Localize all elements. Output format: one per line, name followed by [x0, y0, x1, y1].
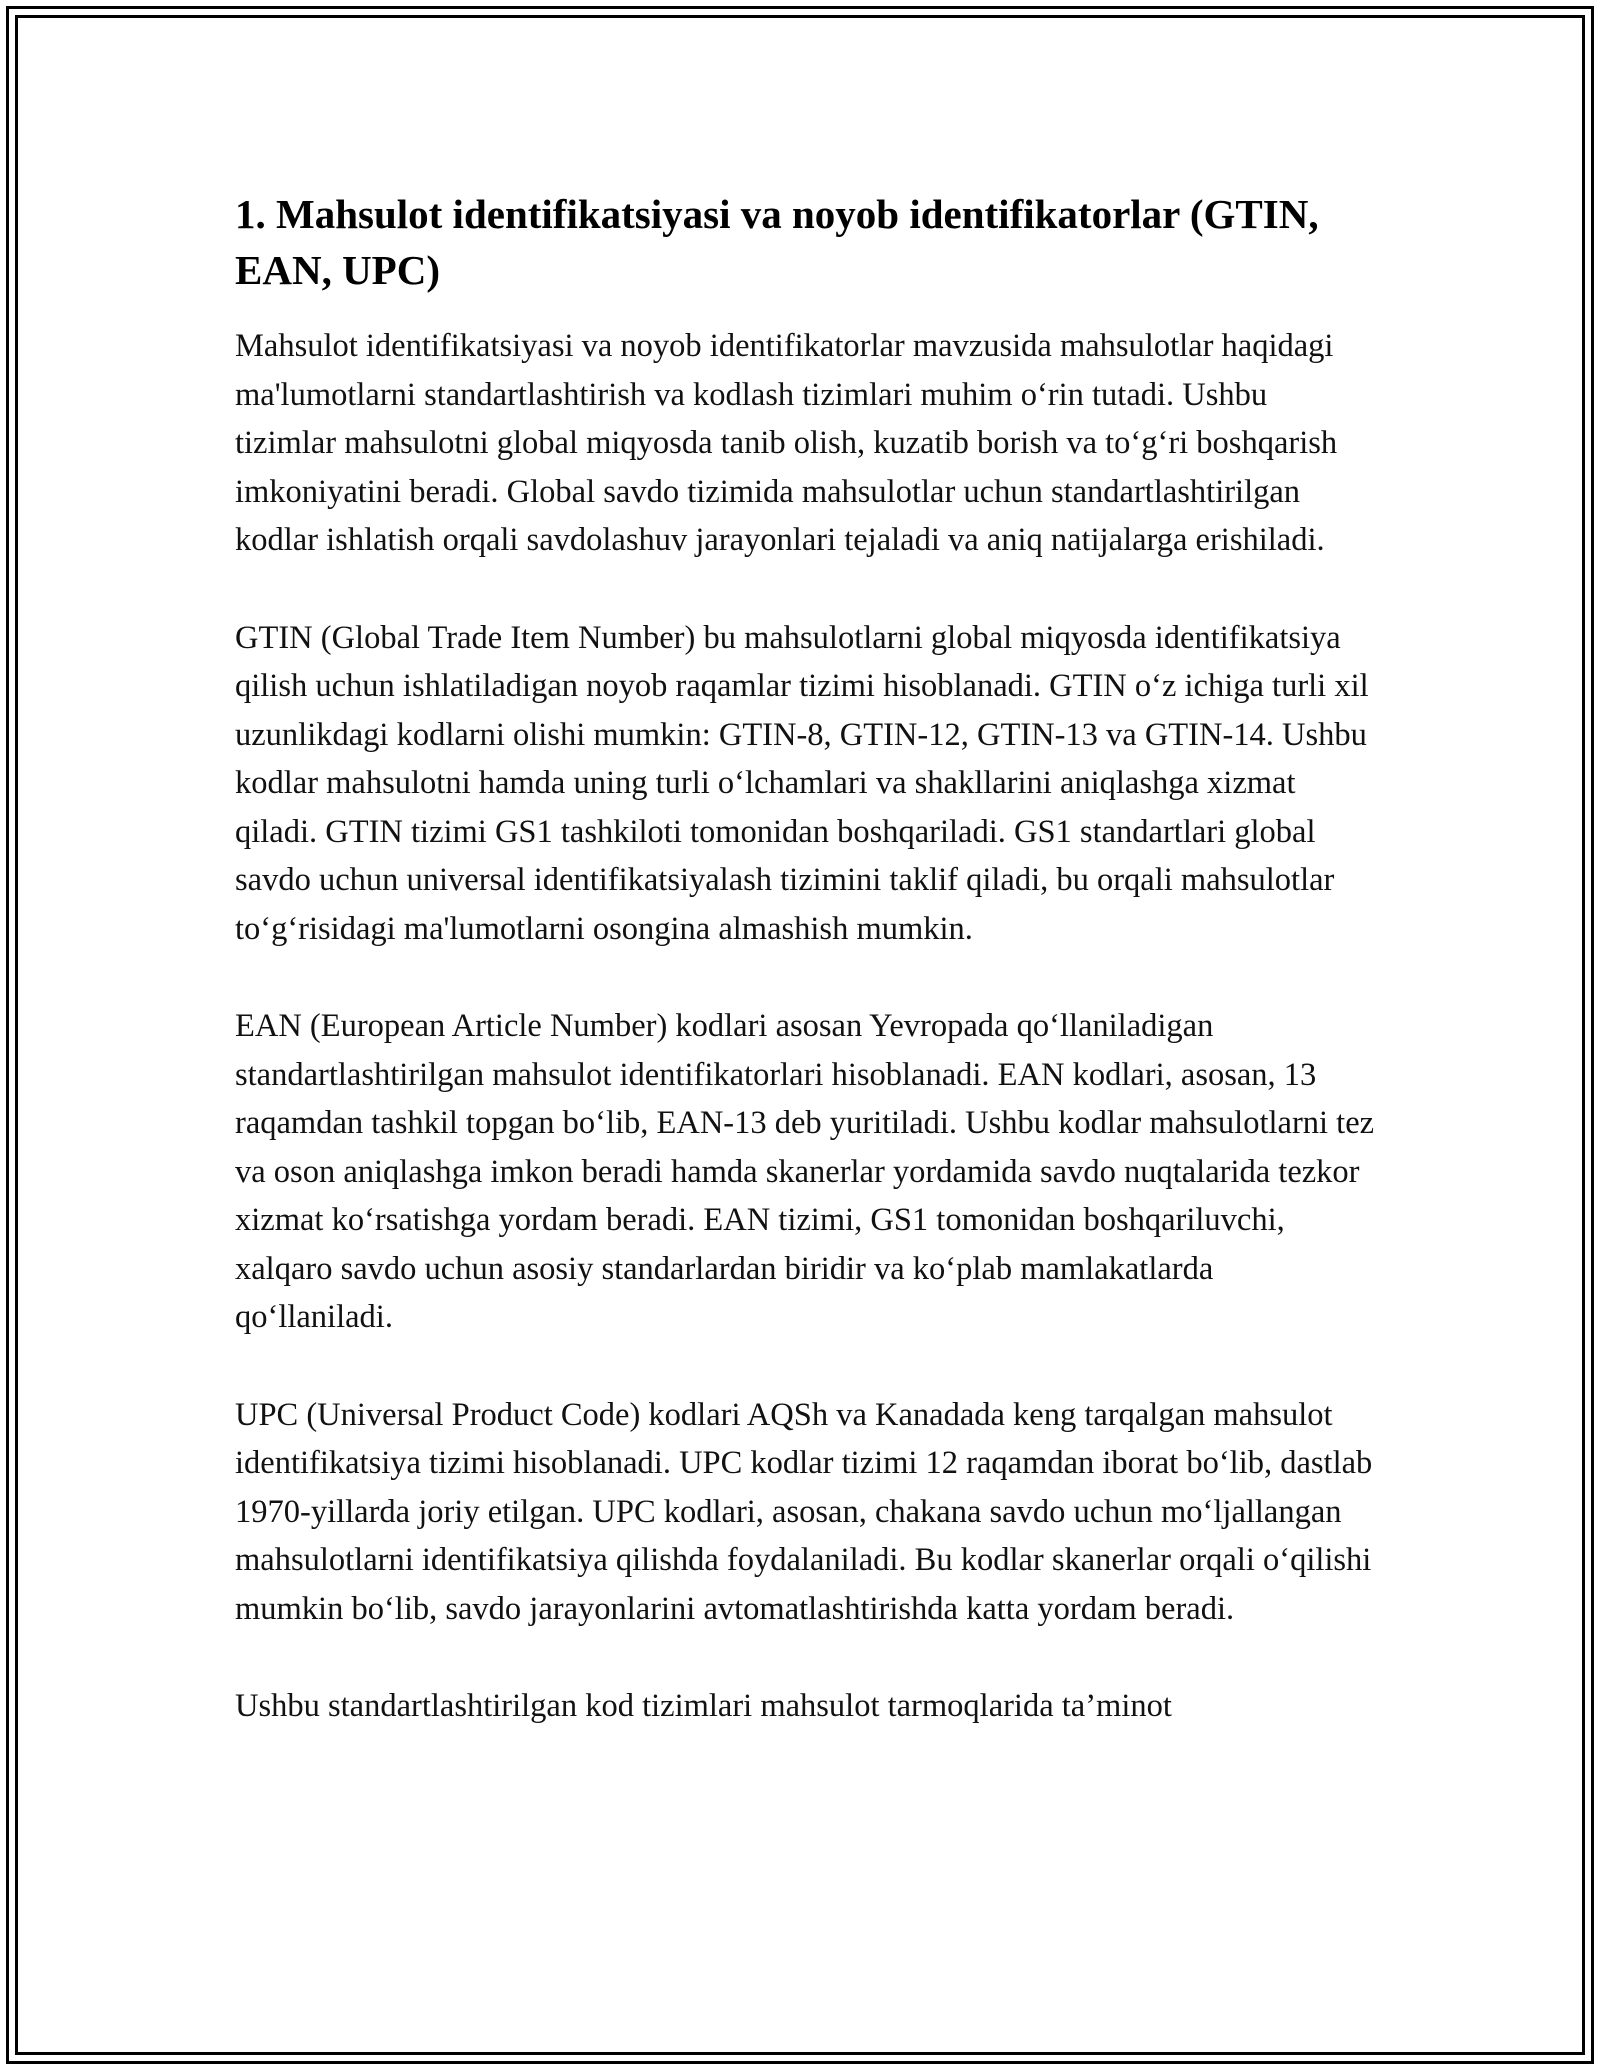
- section-heading: 1. Mahsulot identifikatsiyasi va noyob identifikatorlar (GTIN, EAN, UPC): [235, 191, 1319, 293]
- paragraph-ean: EAN (European Article Number) kodlari asosan Yevropada qo‘llaniladigan standartlashtirilgan mahsulot identifikatorlari hisoblanadi. EAN kodlari, asosan, 13 raqamdan tashkil topgan bo‘lib, EAN-13 deb yuritiladi. Ushbu kodlar mahsulotlarni tez va oson aniqlashga imkon beradi hamda skanerlar yordamida savdo nuqtalarida tezkor xizmat ko‘rsatishga yordam beradi. EAN tizimi, GS1 tomonidan boshqariluvchi, xalqaro savdo uchun asosiy standarlardan biridir va ko‘plab mamlakatlarda qo‘llaniladi.: [235, 1008, 1375, 1335]
- paragraph-gtin: GTIN (Global Trade Item Number) bu mahsulotlarni global miqyosda identifikatsiya qilish uchun ishlatiladigan noyob raqamlar tizimi hisoblanadi. GTIN o‘z ichiga turli xil uzunlikdagi kodlarni olishi mumkin: GTIN-8, GTIN-12, GTIN-13 va GTIN-14. Ushbu kodlar mahsulotni hamda uning turli o‘lchamlari va shakllarini aniqlashga xizmat qiladi. GTIN tizimi GS1 tashkiloti tomonidan boshqariladi. GS1 standartlari global savdo uchun universal identifikatsiyalash tizimini taklif qiladi, bu orqali mahsulotlar to‘g‘risidagi ma'lumotlarni osongina almashish mumkin.: [235, 619, 1369, 947]
- document-body: [235, 186, 1375, 1780]
- paragraph-upc: UPC (Universal Product Code) kodlari AQSh va Kanadada keng tarqalgan mahsulot identifikatsiya tizimi hisoblanadi. UPC kodlar tizimi 12 raqamdan iborat bo‘lib, dastlab 1970-yillarda joriy etilgan. UPC kodlari, asosan, chakana savdo uchun mo‘ljallangan mahsulotlarni identifikatsiya qilishda foydalaniladi. Bu kodlar skanerlar orqali o‘qilishi mumkin bo‘lib, savdo jarayonlarini avtomatlashtirishda katta yordam beradi.: [235, 1396, 1373, 1627]
- paragraph-conclusion: Ushbu standartlashtirilgan kod tizimlari mahsulot tarmoqlarida ta’minot: [235, 1688, 1172, 1724]
- paragraph-intro: Mahsulot identifikatsiyasi va noyob identifikatorlar mavzusida mahsulotlar haqidagi ma'lumotlarni standartlashtirish va kodlash tizimlari muhim o‘rin tutadi. Ushbu tizimlar mahsulotni global miqyosda tanib olish, kuzatib borish va to‘g‘ri boshqarish imkoniyatini beradi. Global savdo tizimida mahsulotlar uchun standartlashtirilgan kodlar ishlatish orqali savdolashuv jarayonlari tejaladi va aniq natijalarga erishiladi.: [235, 328, 1338, 558]
